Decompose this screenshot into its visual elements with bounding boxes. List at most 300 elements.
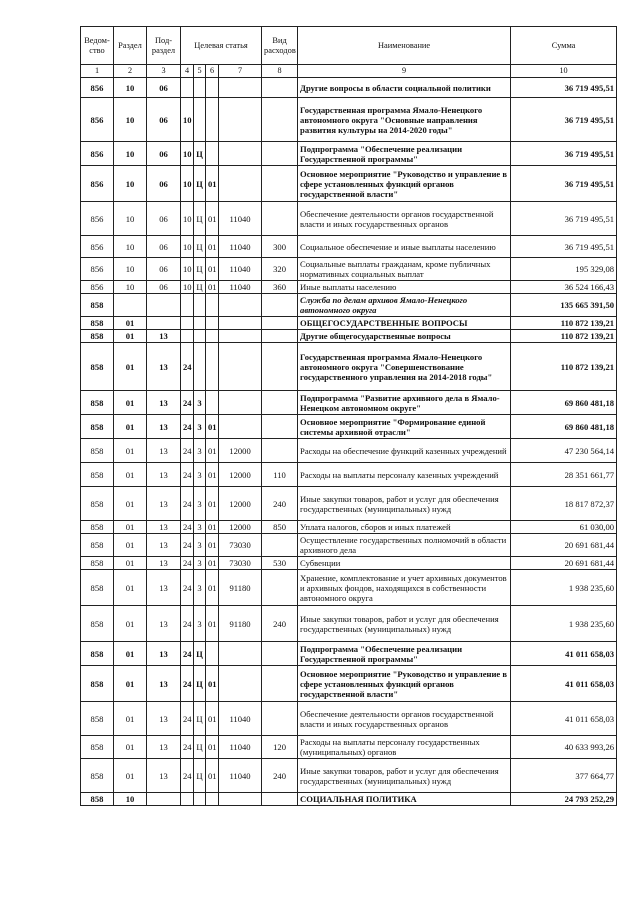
code-cell: 858 — [81, 736, 114, 759]
name-cell: Иные выплаты населению — [298, 281, 511, 294]
sum-cell: 20 691 681,44 — [511, 557, 617, 570]
code-cell: 01 — [206, 202, 219, 236]
code-cell: 01 — [206, 521, 219, 534]
code-cell — [219, 166, 262, 202]
sum-cell: 69 860 481,18 — [511, 391, 617, 415]
code-cell: 01 — [206, 534, 219, 557]
name-cell: Осуществление государственных полномочий в области архивного дела — [298, 534, 511, 557]
code-cell: 858 — [81, 606, 114, 642]
code-cell: 24 — [181, 521, 194, 534]
header-summa: Сумма — [511, 27, 617, 65]
code-cell — [262, 343, 298, 391]
code-cell: 110 — [262, 463, 298, 487]
code-cell: 24 — [181, 570, 194, 606]
code-cell: 01 — [206, 606, 219, 642]
name-cell: Иные закупки товаров, работ и услуг для обеспечения государственных (муниципальных) нужд — [298, 606, 511, 642]
table-row — [81, 439, 617, 463]
col-number: 3 — [147, 65, 181, 78]
code-cell: 856 — [81, 236, 114, 258]
code-cell — [206, 142, 219, 166]
header-razdel: Раздел — [114, 27, 147, 65]
code-cell: 01 — [114, 666, 147, 702]
sum-cell: 61 030,00 — [511, 521, 617, 534]
code-cell: 12000 — [219, 487, 262, 521]
sum-cell: 40 633 993,26 — [511, 736, 617, 759]
name-cell: Другие общегосударственные вопросы — [298, 330, 511, 343]
table-row — [81, 343, 617, 391]
code-cell: 530 — [262, 557, 298, 570]
name-cell: Субвенции — [298, 557, 511, 570]
code-cell: 3 — [194, 521, 206, 534]
code-cell: 858 — [81, 759, 114, 793]
code-cell: Ц — [194, 702, 206, 736]
col-number: 2 — [114, 65, 147, 78]
code-cell — [181, 317, 194, 330]
code-cell: 13 — [147, 487, 181, 521]
sum-cell: 28 351 661,77 — [511, 463, 617, 487]
table-row — [81, 642, 617, 666]
name-cell: Расходы на выплаты персоналу государственных (муниципальных) органов — [298, 736, 511, 759]
code-cell: 3 — [194, 534, 206, 557]
code-cell — [206, 642, 219, 666]
code-cell — [147, 317, 181, 330]
table-row — [81, 415, 617, 439]
sum-cell: 1 938 235,60 — [511, 606, 617, 642]
code-cell: 01 — [114, 702, 147, 736]
code-cell: 01 — [114, 570, 147, 606]
code-cell: Ц — [194, 666, 206, 702]
name-cell: Социальное обеспечение и иные выплаты населению — [298, 236, 511, 258]
code-cell: 11040 — [219, 759, 262, 793]
code-cell: 01 — [206, 166, 219, 202]
name-cell: Основное мероприятие "Формирование единой системы архивной отрасли" — [298, 415, 511, 439]
code-cell — [262, 166, 298, 202]
table-row — [81, 258, 617, 281]
code-cell: 01 — [114, 330, 147, 343]
code-cell — [262, 78, 298, 98]
name-cell: СОЦИАЛЬНАЯ ПОЛИТИКА — [298, 793, 511, 806]
code-cell: 858 — [81, 343, 114, 391]
code-cell: 13 — [147, 343, 181, 391]
code-cell: 91180 — [219, 606, 262, 642]
header-row — [81, 27, 617, 65]
code-cell: 01 — [206, 415, 219, 439]
name-cell: Хранение, комплектование и учет архивных документов и архивных фондов, находящихся в собственности автономного округа — [298, 570, 511, 606]
code-cell: 24 — [181, 415, 194, 439]
code-cell: 11040 — [219, 236, 262, 258]
code-cell — [194, 317, 206, 330]
code-cell: 10 — [114, 281, 147, 294]
code-cell: 24 — [181, 439, 194, 463]
code-cell: 06 — [147, 78, 181, 98]
code-cell: 858 — [81, 793, 114, 806]
code-cell: 3 — [194, 557, 206, 570]
code-cell: 858 — [81, 702, 114, 736]
code-cell: 13 — [147, 330, 181, 343]
table-row — [81, 702, 617, 736]
sum-cell: 41 011 658,03 — [511, 642, 617, 666]
code-cell: 10 — [181, 142, 194, 166]
code-cell: 13 — [147, 759, 181, 793]
name-cell: Обеспечение деятельности органов государственной власти и иных государственных органов — [298, 702, 511, 736]
code-cell — [206, 343, 219, 391]
code-cell: 01 — [206, 236, 219, 258]
code-cell: 06 — [147, 202, 181, 236]
code-cell — [194, 793, 206, 806]
table-row — [81, 570, 617, 606]
table-row — [81, 98, 617, 142]
code-cell — [262, 415, 298, 439]
sum-cell: 20 691 681,44 — [511, 534, 617, 557]
sum-cell: 36 719 495,51 — [511, 236, 617, 258]
sum-cell: 24 793 252,29 — [511, 793, 617, 806]
code-cell: 3 — [194, 606, 206, 642]
code-cell: 10 — [114, 202, 147, 236]
code-cell: 856 — [81, 142, 114, 166]
table-row — [81, 294, 617, 317]
sum-cell: 36 719 495,51 — [511, 202, 617, 236]
name-cell: Обеспечение деятельности органов государственной власти и иных государственных органов — [298, 202, 511, 236]
name-cell: Уплата налогов, сборов и иных платежей — [298, 521, 511, 534]
code-cell: 01 — [206, 736, 219, 759]
sum-cell: 47 230 564,14 — [511, 439, 617, 463]
code-cell: Ц — [194, 142, 206, 166]
col-number: 9 — [298, 65, 511, 78]
name-cell: Другие вопросы в области социальной политики — [298, 78, 511, 98]
code-cell: 01 — [206, 487, 219, 521]
code-cell — [219, 666, 262, 702]
code-cell — [194, 330, 206, 343]
col-number: 8 — [262, 65, 298, 78]
code-cell: 24 — [181, 343, 194, 391]
sum-cell: 36 524 166,43 — [511, 281, 617, 294]
sum-cell: 110 872 139,21 — [511, 343, 617, 391]
code-cell: Ц — [194, 642, 206, 666]
code-cell: 858 — [81, 642, 114, 666]
sum-cell: 41 011 658,03 — [511, 666, 617, 702]
code-cell: Ц — [194, 202, 206, 236]
code-cell — [262, 534, 298, 557]
code-cell: 11040 — [219, 258, 262, 281]
code-cell: 01 — [206, 439, 219, 463]
code-cell: 320 — [262, 258, 298, 281]
header-celevaya-statya: Целевая статья — [181, 27, 262, 65]
budget-table — [80, 26, 617, 806]
code-cell: 13 — [147, 415, 181, 439]
name-cell: Основное мероприятие "Руководство и управление в сфере установленных функций органов государственной власти" — [298, 666, 511, 702]
sum-cell: 110 872 139,21 — [511, 330, 617, 343]
name-cell: Подпрограмма "Обеспечение реализации Государственной программы" — [298, 142, 511, 166]
code-cell: 10 — [181, 98, 194, 142]
code-cell: 01 — [114, 736, 147, 759]
table-row — [81, 317, 617, 330]
table-row — [81, 666, 617, 702]
code-cell: Ц — [194, 236, 206, 258]
code-cell: 01 — [114, 759, 147, 793]
sum-cell: 18 817 872,37 — [511, 487, 617, 521]
code-cell: 10 — [181, 258, 194, 281]
code-cell — [147, 294, 181, 317]
code-cell: 01 — [206, 702, 219, 736]
code-cell: 06 — [147, 98, 181, 142]
table-row — [81, 142, 617, 166]
name-cell: Подпрограмма "Обеспечение реализации Государственной программы" — [298, 642, 511, 666]
code-cell — [194, 294, 206, 317]
code-cell — [181, 294, 194, 317]
table-row — [81, 78, 617, 98]
code-cell — [219, 793, 262, 806]
code-cell: 10 — [114, 142, 147, 166]
code-cell — [219, 391, 262, 415]
sum-cell: 195 329,08 — [511, 258, 617, 281]
code-cell — [262, 666, 298, 702]
code-cell: 24 — [181, 759, 194, 793]
code-cell: 01 — [114, 606, 147, 642]
code-cell: 13 — [147, 642, 181, 666]
code-cell — [262, 142, 298, 166]
code-cell: 360 — [262, 281, 298, 294]
code-cell: 11040 — [219, 281, 262, 294]
table-row — [81, 236, 617, 258]
name-cell: ОБЩЕГОСУДАРСТВЕННЫЕ ВОПРОСЫ — [298, 317, 511, 330]
code-cell: 13 — [147, 463, 181, 487]
code-cell — [206, 793, 219, 806]
code-cell: 10 — [114, 78, 147, 98]
sum-cell: 36 719 495,51 — [511, 142, 617, 166]
code-cell: 06 — [147, 142, 181, 166]
code-cell: 856 — [81, 98, 114, 142]
code-cell — [181, 793, 194, 806]
code-cell — [262, 702, 298, 736]
header-podrazdel: Под-раздел — [147, 27, 181, 65]
code-cell: 10 — [114, 98, 147, 142]
sum-cell: 36 719 495,51 — [511, 98, 617, 142]
table-row — [81, 330, 617, 343]
code-cell: 10 — [114, 793, 147, 806]
code-cell — [206, 391, 219, 415]
code-cell: 13 — [147, 606, 181, 642]
code-cell — [262, 391, 298, 415]
name-cell: Государственная программа Ямало-Ненецкого автономного округа "Совершенствование государственного управления на 2014-2018 годы" — [298, 343, 511, 391]
code-cell — [219, 294, 262, 317]
code-cell: 10 — [181, 202, 194, 236]
header-vedomstvo: Ведом-ство — [81, 27, 114, 65]
name-cell: Служба по делам архивов Ямало-Ненецкого автономного округа — [298, 294, 511, 317]
name-cell: Расходы на обеспечение функций казенных учреждений — [298, 439, 511, 463]
code-cell: 24 — [181, 463, 194, 487]
code-cell — [219, 415, 262, 439]
code-cell: 01 — [114, 439, 147, 463]
code-cell: 24 — [181, 391, 194, 415]
code-cell: 13 — [147, 439, 181, 463]
code-cell: 01 — [206, 258, 219, 281]
code-cell — [219, 330, 262, 343]
code-cell: Ц — [194, 736, 206, 759]
code-cell: 12000 — [219, 439, 262, 463]
sum-cell: 41 011 658,03 — [511, 702, 617, 736]
code-cell: 01 — [114, 415, 147, 439]
code-cell: 24 — [181, 606, 194, 642]
code-cell: 01 — [206, 666, 219, 702]
budget-document — [80, 26, 615, 806]
code-cell — [219, 343, 262, 391]
code-cell: 3 — [194, 415, 206, 439]
table-row — [81, 202, 617, 236]
table-row — [81, 759, 617, 793]
code-cell: 01 — [114, 391, 147, 415]
table-row — [81, 487, 617, 521]
col-number: 4 — [181, 65, 194, 78]
col-number: 1 — [81, 65, 114, 78]
code-cell — [206, 78, 219, 98]
code-cell — [181, 78, 194, 98]
code-cell: 858 — [81, 534, 114, 557]
code-cell: 24 — [181, 736, 194, 759]
code-cell — [262, 317, 298, 330]
col-number: 6 — [206, 65, 219, 78]
table-row — [81, 391, 617, 415]
code-cell: 858 — [81, 666, 114, 702]
column-numbers-row — [81, 65, 617, 78]
table-row — [81, 521, 617, 534]
sum-cell: 110 872 139,21 — [511, 317, 617, 330]
code-cell: 91180 — [219, 570, 262, 606]
code-cell: 01 — [114, 557, 147, 570]
code-cell: 3 — [194, 487, 206, 521]
code-cell: 856 — [81, 78, 114, 98]
name-cell: Основное мероприятие "Руководство и управление в сфере установленных функций органов государственной власти" — [298, 166, 511, 202]
code-cell: 10 — [181, 236, 194, 258]
code-cell: 01 — [114, 487, 147, 521]
code-cell: 24 — [181, 642, 194, 666]
code-cell: 10 — [114, 236, 147, 258]
code-cell — [206, 317, 219, 330]
code-cell: 13 — [147, 736, 181, 759]
code-cell: 24 — [181, 534, 194, 557]
table-body — [81, 78, 617, 806]
code-cell: 73030 — [219, 534, 262, 557]
code-cell: 06 — [147, 281, 181, 294]
code-cell: 11040 — [219, 736, 262, 759]
code-cell: 856 — [81, 281, 114, 294]
code-cell: 01 — [114, 343, 147, 391]
code-cell: 856 — [81, 202, 114, 236]
code-cell: 3 — [194, 570, 206, 606]
code-cell: 856 — [81, 166, 114, 202]
code-cell: Ц — [194, 281, 206, 294]
code-cell — [194, 78, 206, 98]
code-cell: Ц — [194, 759, 206, 793]
code-cell: 13 — [147, 521, 181, 534]
code-cell — [262, 202, 298, 236]
code-cell: 10 — [114, 258, 147, 281]
code-cell — [194, 343, 206, 391]
name-cell: Иные закупки товаров, работ и услуг для обеспечения государственных (муниципальных) нужд — [298, 487, 511, 521]
sum-cell: 36 719 495,51 — [511, 166, 617, 202]
sum-cell: 377 664,77 — [511, 759, 617, 793]
code-cell: 858 — [81, 439, 114, 463]
code-cell: 858 — [81, 317, 114, 330]
code-cell — [219, 98, 262, 142]
code-cell — [219, 642, 262, 666]
code-cell: 13 — [147, 570, 181, 606]
code-cell: 11040 — [219, 202, 262, 236]
code-cell: 858 — [81, 415, 114, 439]
code-cell — [262, 642, 298, 666]
code-cell: 850 — [262, 521, 298, 534]
code-cell: 01 — [206, 463, 219, 487]
code-cell: 13 — [147, 557, 181, 570]
col-number: 5 — [194, 65, 206, 78]
code-cell — [219, 317, 262, 330]
code-cell — [147, 793, 181, 806]
code-cell — [262, 570, 298, 606]
code-cell: 10 — [181, 281, 194, 294]
code-cell — [262, 439, 298, 463]
code-cell — [194, 98, 206, 142]
code-cell: 120 — [262, 736, 298, 759]
code-cell: 01 — [114, 317, 147, 330]
table-row — [81, 793, 617, 806]
code-cell — [262, 294, 298, 317]
name-cell: Государственная программа Ямало-Ненецкого автономного округа "Основные направления развития культуры на 2014-2020 годы" — [298, 98, 511, 142]
code-cell: 856 — [81, 258, 114, 281]
sum-cell: 1 938 235,60 — [511, 570, 617, 606]
code-cell: 858 — [81, 570, 114, 606]
code-cell: 858 — [81, 330, 114, 343]
code-cell: 01 — [206, 281, 219, 294]
table-row — [81, 463, 617, 487]
code-cell: 240 — [262, 759, 298, 793]
code-cell: 858 — [81, 557, 114, 570]
code-cell: 01 — [206, 759, 219, 793]
code-cell — [206, 98, 219, 142]
code-cell — [206, 294, 219, 317]
code-cell: 24 — [181, 702, 194, 736]
code-cell: 10 — [114, 166, 147, 202]
code-cell — [206, 330, 219, 343]
code-cell: 858 — [81, 294, 114, 317]
code-cell — [262, 98, 298, 142]
code-cell: 858 — [81, 391, 114, 415]
code-cell: 858 — [81, 487, 114, 521]
code-cell: 24 — [181, 557, 194, 570]
code-cell — [262, 793, 298, 806]
code-cell: 01 — [206, 570, 219, 606]
code-cell — [181, 330, 194, 343]
code-cell: 3 — [194, 463, 206, 487]
col-number: 7 — [219, 65, 262, 78]
code-cell: 858 — [81, 521, 114, 534]
code-cell: 13 — [147, 666, 181, 702]
code-cell: 858 — [81, 463, 114, 487]
code-cell: 24 — [181, 487, 194, 521]
code-cell: 10 — [181, 166, 194, 202]
name-cell: Социальные выплаты гражданам, кроме публичных нормативных социальных выплат — [298, 258, 511, 281]
code-cell: 24 — [181, 666, 194, 702]
code-cell: 13 — [147, 391, 181, 415]
col-number: 10 — [511, 65, 617, 78]
code-cell: 01 — [114, 642, 147, 666]
code-cell: 11040 — [219, 702, 262, 736]
code-cell — [219, 78, 262, 98]
code-cell: 06 — [147, 166, 181, 202]
code-cell: Ц — [194, 258, 206, 281]
table-row — [81, 534, 617, 557]
header-naimenovanie: Наименование — [298, 27, 511, 65]
code-cell: 06 — [147, 258, 181, 281]
code-cell: 3 — [194, 439, 206, 463]
